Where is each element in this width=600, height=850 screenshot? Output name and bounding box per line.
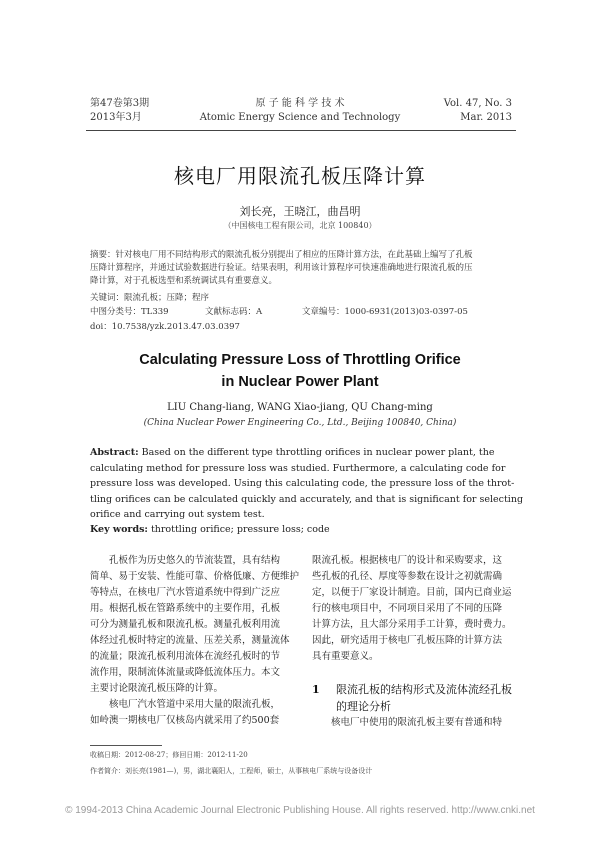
journal-name-cn: 原 子 能 科 学 技 术 [255, 98, 345, 109]
body-line: 具有重要意义。 [312, 651, 379, 662]
body-right-column [312, 553, 522, 665]
body-line: 等特点，在核电厂汽水管道系统中得到广泛应 [90, 587, 281, 598]
abstract-cn [90, 249, 510, 288]
volume-cn: 第47卷第3期 [90, 98, 150, 109]
date-cn: 2013年3月 [90, 112, 142, 123]
body-line: 孔板作为历史悠久的节流装置，具有结构 [90, 555, 281, 566]
clc-number: 中图分类号：TL339 [90, 307, 169, 317]
journal-issue-cn [90, 97, 149, 125]
header-rule [86, 130, 516, 131]
body-line: 可分为测量孔板和限流孔板。测量孔板利用流 [90, 619, 281, 630]
authors-cn: 刘长亮，王晓江，曲昌明 [239, 205, 361, 218]
article-number: 文章编号：1000-6931(2013)03-0397-05 [302, 307, 468, 317]
journal-name [180, 97, 420, 125]
title-en-line: Calculating Pressure Loss of Throttling Orifice [139, 352, 461, 368]
document-code: 文献标志码：A [205, 307, 263, 317]
affiliation-en: (China Nuclear Power Engineering Co., Ltd., Beijing 100840, China) [143, 418, 457, 428]
received-date: 收稿日期：2012-08-27；修回日期：2012-11-20 [90, 751, 248, 759]
section-number: 1 [312, 683, 320, 696]
copyright-notice: © 1994-2013 China Academic Journal Electronic Publishing House. All rights reserved. http://www.cnki.net [65, 805, 535, 816]
body-line: 主要讨论限流孔板压降的计算。 [90, 683, 224, 694]
paper-title-cn: 核电厂用限流孔板压降计算 [174, 164, 426, 188]
body-right-continued [312, 715, 522, 731]
paper-title-en [0, 349, 600, 393]
abstract-cn-line: 压降计算程序，并通过试验数据进行验证。结果表明，利用该计算程序可快速准确地进行限流孔板的压 [90, 263, 473, 273]
body-line: 因此，研究适用于核电厂孔板压降的计算方法 [312, 635, 503, 646]
abstract-en-line: calculating method for pressure loss was studied. Furthermore, a calculating code for [90, 462, 506, 474]
abstract-en-text: Based on the different type throttling orifices in nuclear power plant, the [138, 447, 495, 458]
authors-en: LIU Chang-liang, WANG Xiao-jiang, QU Chang-ming [167, 402, 433, 413]
body-left-column [90, 553, 300, 729]
journal-issue-en [444, 97, 512, 125]
abstract-en-line: tling orifices can be calculated quickly and accurately, and that is significant for selecting [90, 493, 524, 505]
abstract-en-line: pressure loss was developed. Using this calculating code, the pressure loss of the throt- [90, 478, 515, 489]
volume-en: Vol. 47, No. 3 [443, 98, 512, 109]
title-en-line: in Nuclear Power Plant [221, 374, 379, 390]
body-line: 计算方法，且大部分采用手工计算，费时费力。 [312, 619, 512, 630]
body-line: 用。根据孔板在管路系统中的主要作用，孔板 [90, 603, 281, 614]
footnote-rule [90, 745, 162, 746]
keywords-cn: 关键词：限流孔板；压降；程序 [90, 293, 210, 303]
abstract-en-line: orifice and carrying out system test. [90, 509, 265, 520]
body-line: 行的核电项目中，不同项目采用了不同的压降 [312, 603, 503, 614]
body-line: 流作用，限制流体流量或降低流体压力。本文 [90, 667, 281, 678]
body-line: 简单、易于安装、性能可靠、价格低廉、方便维护 [90, 571, 300, 582]
keywords-en-label: Key words: [90, 524, 148, 535]
abstract-en-label: Abstract: [90, 447, 139, 458]
body-line: 核电厂中使用的限流孔板主要有普通和特 [312, 717, 503, 728]
affiliation-cn: （中国核电工程有限公司，北京 100840） [223, 221, 377, 230]
doi: doi：10.7538/yzk.2013.47.03.0397 [90, 322, 240, 332]
body-line: 的流量；限流孔板利用流体在流经孔板时的节 [90, 651, 281, 662]
body-line: 体经过孔板时特定的流量、压差关系，测量流体 [90, 635, 290, 646]
date-en: Mar. 2013 [460, 112, 512, 123]
body-line: 如岭澳一期核电厂仅核岛内就采用了约500套 [90, 715, 280, 726]
abstract-en-line [90, 445, 510, 461]
section-title: 限流孔板的结构形式及流体流经孔板的理论分析 [336, 683, 512, 713]
body-line: 限流孔板。根据核电厂的设计和采购要求，这 [312, 555, 503, 566]
body-line: 核电厂汽水管道中采用大量的限流孔板， [90, 699, 281, 710]
keywords-en [90, 524, 330, 535]
author-bio: 作者简介：刘长亮(1981—)，男，湖北襄阳人，工程师，硕士，从事核电厂系统与设备设计 [90, 767, 373, 775]
journal-name-en: Atomic Energy Science and Technology [199, 112, 401, 123]
abstract-cn-line: 摘要：针对核电厂用不同结构形式的限流孔板分别提出了相应的压降计算方法，在此基础上编写了孔板 [90, 250, 473, 260]
abstract-en [90, 445, 524, 523]
body-line: 定，以便于厂家设计制造。目前，国内已商业运 [312, 587, 512, 598]
body-line: 些孔板的孔径、厚度等参数在设计之初就需确 [312, 571, 503, 582]
keywords-en-text: throttling orifice; pressure loss; code [147, 524, 330, 535]
abstract-cn-line: 降计算，对于孔板选型和系统调试具有重要意义。 [90, 276, 278, 286]
